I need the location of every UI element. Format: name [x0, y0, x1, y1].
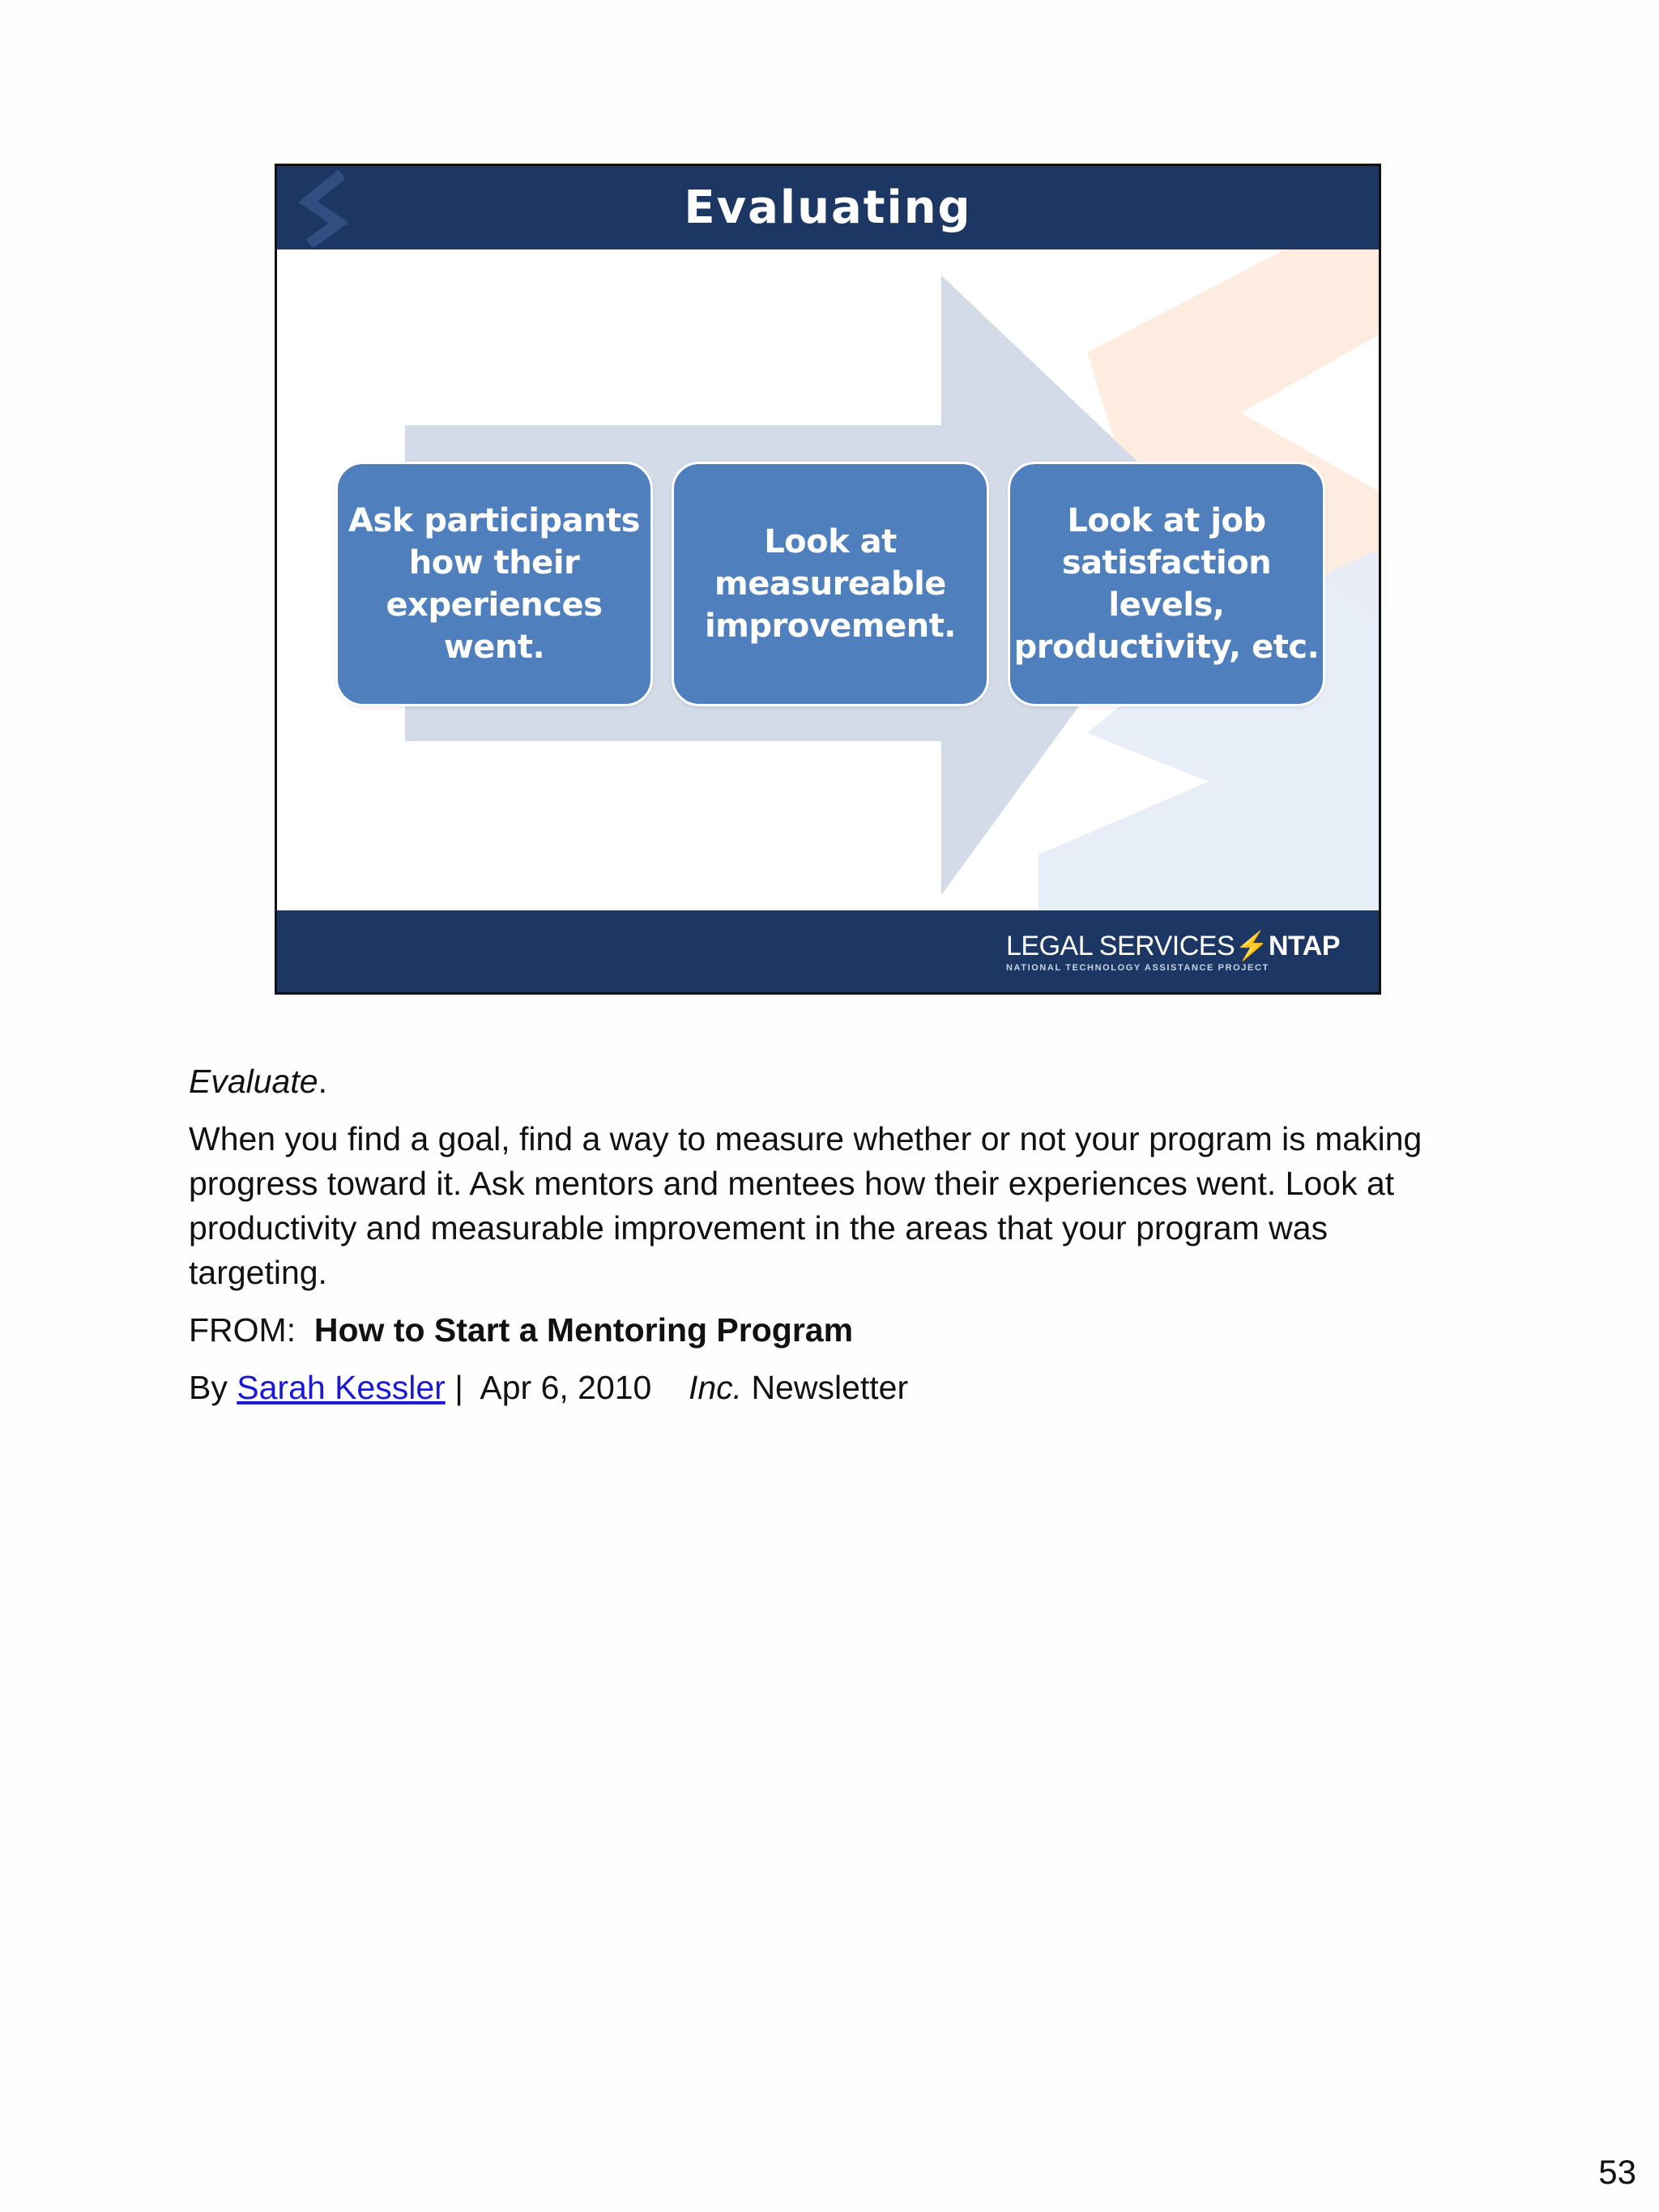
notes-byline: [189, 1366, 1469, 1410]
step-box-job-satisfaction: [1008, 462, 1325, 706]
publication-name: Inc.: [688, 1369, 743, 1406]
by-label: By: [189, 1369, 228, 1406]
notes-body: When you find a goal, find a way to measure whether or not your program is making progress toward it. Ask mentors and mentees how their experiences went. Look at productivity and measurable improvement in the areas that your program was targeting.: [189, 1120, 1422, 1291]
source-title: How to Start a Mentoring Program: [313, 1311, 854, 1349]
article-date: Apr 6, 2010: [480, 1369, 652, 1406]
page-number: 53: [1598, 2153, 1636, 2191]
notes-heading-period: .: [318, 1063, 327, 1100]
brand-name-left: LEGAL SERVICES: [1005, 931, 1235, 961]
byline-separator: |: [454, 1369, 463, 1406]
step-box-ask-participants: [335, 462, 653, 706]
brand-name: [1006, 930, 1340, 962]
step-text: Look at job satisfaction levels, productivity, etc.: [1013, 502, 1320, 666]
notes-source: [189, 1308, 1469, 1353]
author-link[interactable]: Sarah Kessler: [237, 1369, 446, 1406]
lightning-bolt-icon: ⚡: [1235, 931, 1269, 961]
legal-services-ntap-logo: [1006, 930, 1340, 973]
brand-name-right: NTAP: [1268, 931, 1340, 961]
notes-heading: [189, 1059, 1469, 1104]
speaker-notes: [189, 1059, 1469, 1423]
step-text: Ask participants how their experiences went.: [348, 502, 640, 666]
step-text: Look at measureable improvement.: [704, 523, 957, 645]
brand-tagline: NATIONAL TECHNOLOGY ASSISTANCE PROJECT: [1005, 963, 1269, 973]
publication-suffix: Newsletter: [751, 1369, 909, 1406]
step-box-measureable-improvement: [672, 462, 989, 706]
slide-image: [275, 164, 1381, 995]
process-steps: [335, 462, 1325, 709]
notes-heading-text: Evaluate: [189, 1063, 318, 1100]
slide-footer: [277, 910, 1379, 992]
from-label: FROM:: [189, 1311, 296, 1349]
slide-title: Evaluating: [684, 181, 972, 234]
